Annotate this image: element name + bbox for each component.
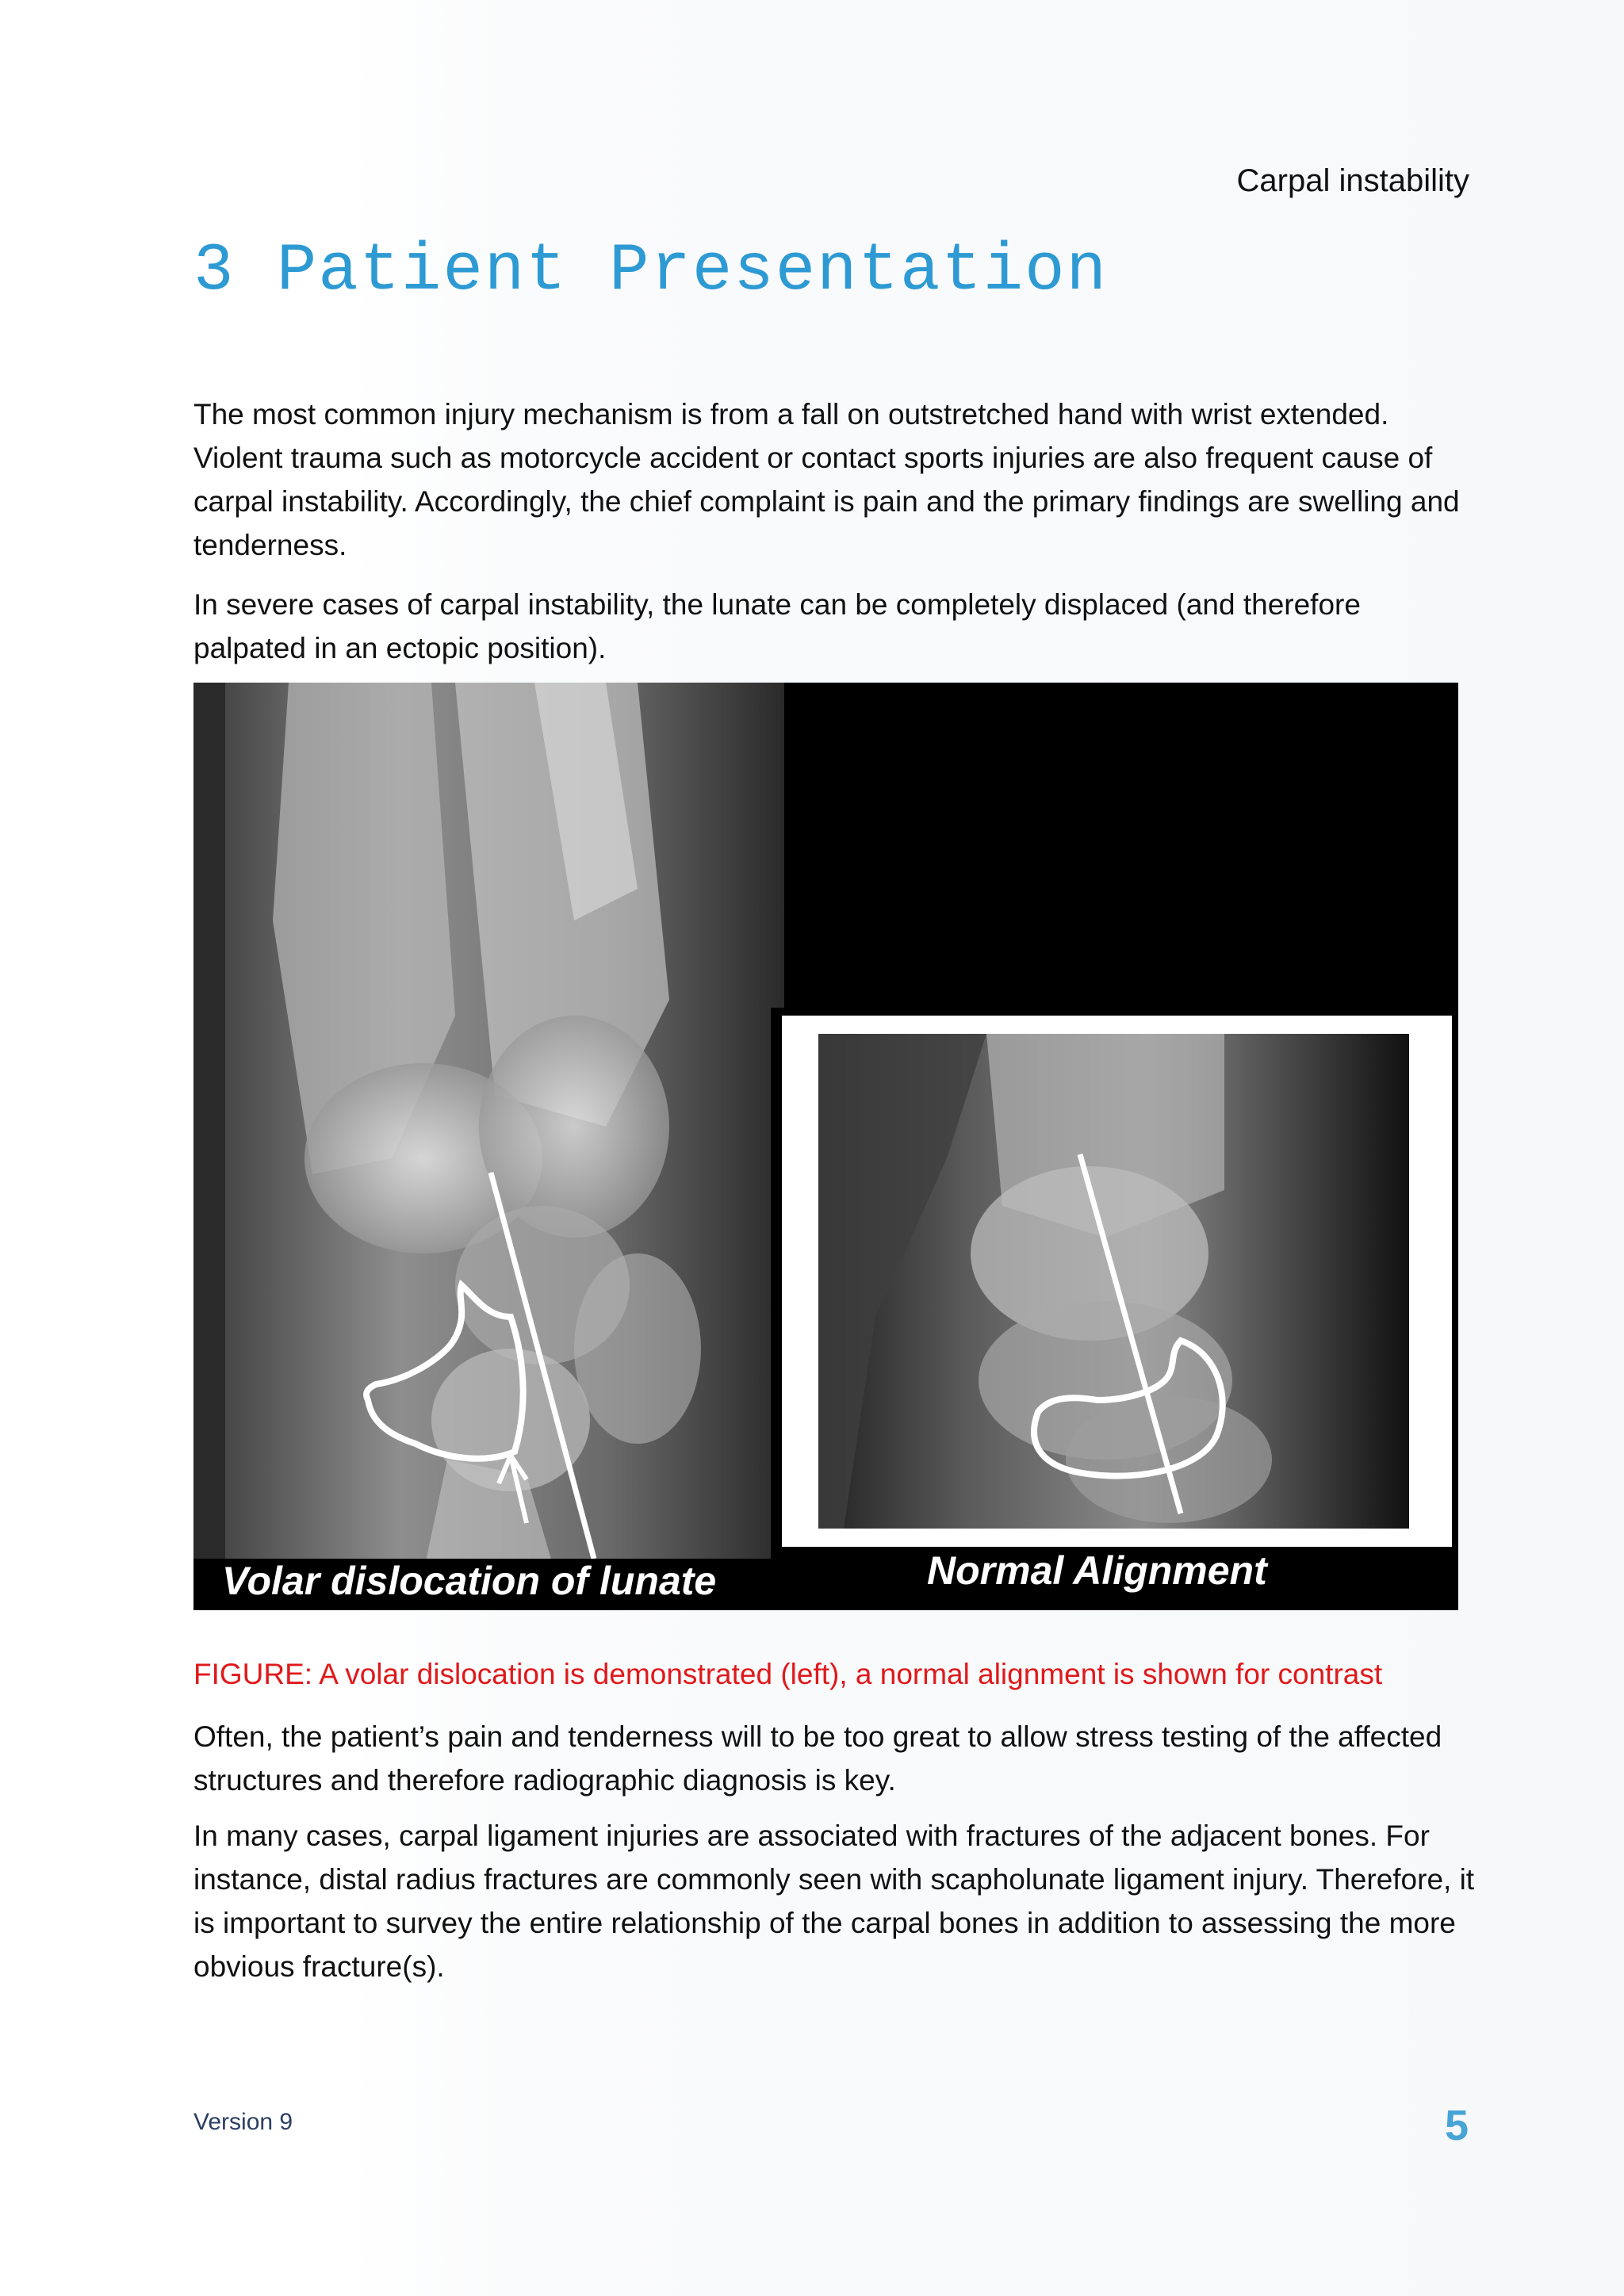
xray-figure (193, 683, 1458, 1610)
figure-caption: FIGURE: A volar dislocation is demonstrated (left), a normal alignment is shown for contrast (193, 1658, 1383, 1690)
left-panel-label: Volar dislocation of lunate (222, 1559, 717, 1603)
xray-figure-illustration (193, 683, 1458, 1610)
running-header: Carpal instability (1236, 163, 1469, 198)
page-number: 5 (1444, 2102, 1469, 2149)
paragraph-associated-fractures: In many cases, carpal ligament injuries are associated with fractures of the adjacent bones. For instance, distal radius fractures are commonly seen with scapholunate ligament injury. Therefore, it is important to survey the entire relationship of the carpal bones in addition to assessing the more obvious fracture(s). (193, 1820, 1475, 1983)
right-panel-label: Normal Alignment (927, 1548, 1267, 1593)
paragraph-radiographic-diagnosis: Often, the patient’s pain and tenderness will to be too great to allow stress testing of the affected structures and therefore radiographic diagnosis is key. (193, 1720, 1442, 1797)
section-title: 3 Patient Presentation (193, 234, 1108, 309)
paragraph-severe-cases: In severe cases of carpal instability, the lunate can be completely displaced (and therefore palpated in an ectopic position). (193, 588, 1361, 664)
footer-version: Version 9 (193, 2109, 293, 2135)
paragraph-injury-mechanism: The most common injury mechanism is from a fall on outstretched hand with wrist extended. Violent trauma such as motorcycle accident or contact sports injuries are also frequent cause of carpal instability. Accordingly, the chief complaint is pain and the primary findings are swelling and tenderness. (193, 398, 1460, 561)
